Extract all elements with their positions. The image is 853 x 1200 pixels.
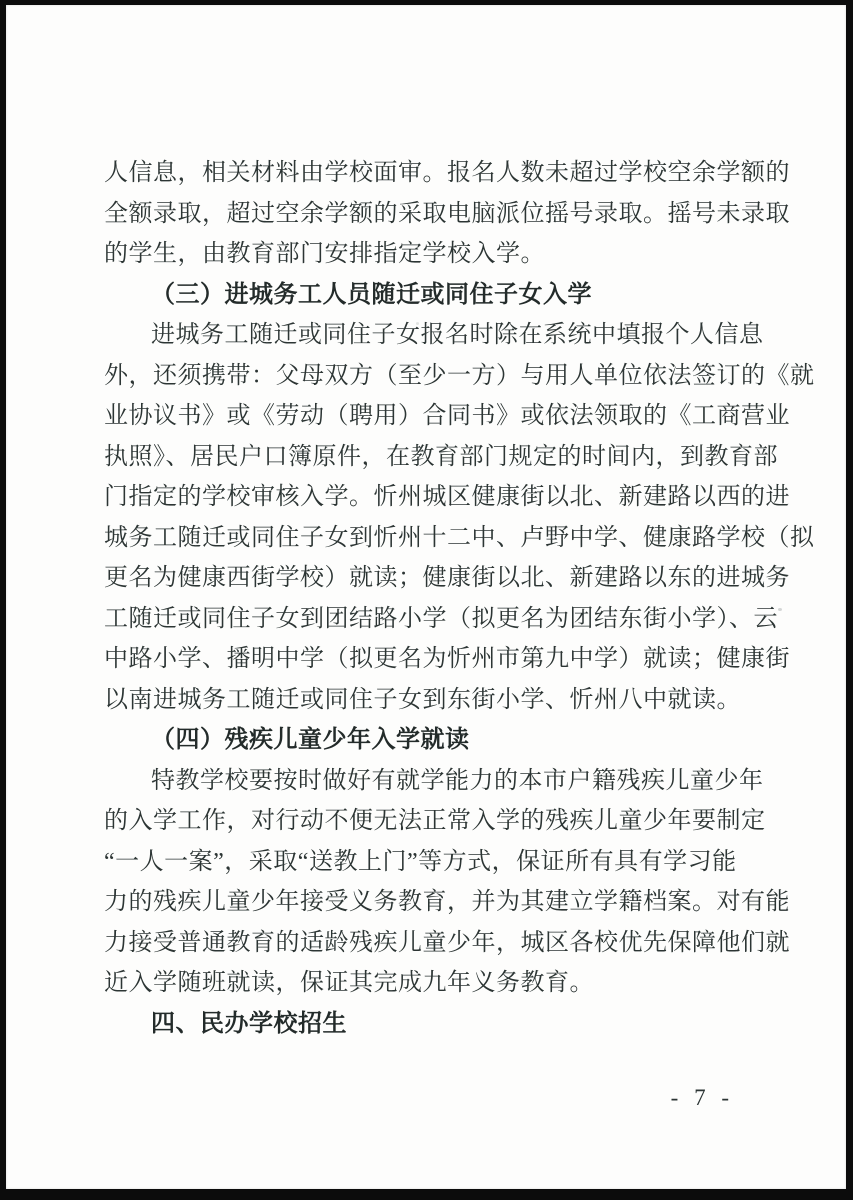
text-line: 城务工随迁或同住子女到忻州十二中、卢野中学、健康路学校（拟 (104, 524, 815, 551)
text-line: 的学生，由教育部门安排指定学校入学。 (104, 241, 545, 267)
text-line: 外，还须携带：父母双方（至少一方）与用人单位依法签订的《就 (104, 362, 815, 389)
section-heading-migrant-children: （三）进城务工人员随迁或同住子女入学 (151, 281, 592, 308)
section-heading-private-schools: 四、民办学校招生 (151, 1010, 347, 1037)
text-line: “一人一案”，采取“送教上门”等方式，保证所有具有学习能 (104, 848, 737, 875)
document-body-text (104, 153, 815, 1044)
text-line: 特教学校要按时做好有就学能力的本市户籍残疾儿童少年 (151, 767, 764, 794)
scan-speck (416, 322, 419, 325)
document-page (6, 5, 846, 1189)
text-line: 中路小学、播明中学（拟更名为忻州市第九中学）就读；健康街 (104, 646, 790, 672)
text-line: 进城务工随迁或同住子女报名时除在系统中填报个人信息 (151, 322, 764, 348)
text-line: 力的残疾儿童少年接受义务教育，并为其建立学籍档案。对有能 (104, 889, 790, 915)
text-line: 业协议书》或《劳动（聘用）合同书》或依法领取的《工商营业 (104, 403, 790, 429)
text-line: 更名为健康西街学校）就读；健康街以北、新建路以东的进城务 (104, 565, 790, 591)
scan-speck (778, 608, 782, 611)
page-number: - 7 - (670, 1085, 734, 1110)
text-line: 执照》、居民户口簿原件，在教育部门规定的时间内，到教育部 (104, 443, 778, 470)
text-line: 人信息，相关材料由学校面审。报名人数未超过学校空余学额的 (104, 160, 790, 186)
text-line: 门指定的学校审核入学。忻州城区健康街以北、新建路以西的进 (104, 484, 790, 510)
section-heading-disabled-children: （四）残疾儿童少年入学就读 (151, 727, 470, 753)
text-line: 的入学工作，对行动不便无法正常入学的残疾儿童少年要制定 (104, 808, 766, 834)
text-line: 以南进城务工随迁或同住子女到东街小学、忻州八中就读。 (104, 686, 741, 713)
text-line: 工随迁或同住子女到团结路小学（拟更名为团结东街小学）、云 (104, 605, 778, 632)
text-line: 全额录取，超过空余学额的采取电脑派位摇号录取。摇号未录取 (104, 200, 790, 227)
text-line: 力接受普通教育的适龄残疾儿童少年，城区各校优先保障他们就 (104, 929, 790, 956)
text-line: 近入学随班就读，保证其完成九年义务教育。 (104, 970, 594, 996)
